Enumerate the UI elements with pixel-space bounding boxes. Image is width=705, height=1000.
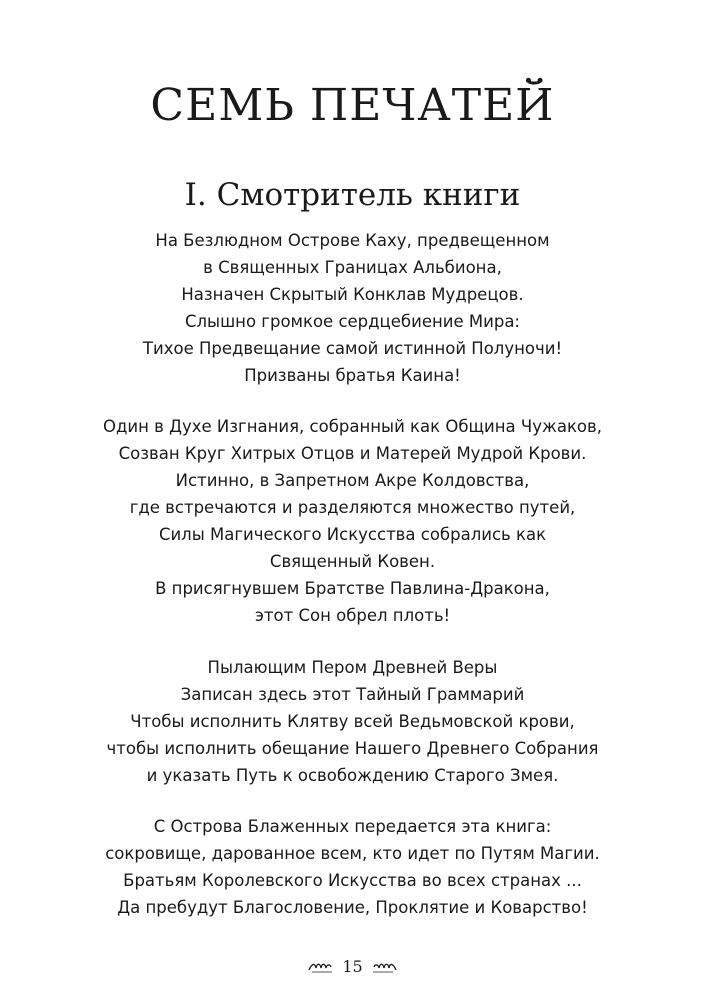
verse-line: Пылающим Пером Древней Веры bbox=[207, 658, 498, 677]
verse-line: этот Сон обрел плоть! bbox=[254, 606, 451, 625]
flourish-left-icon bbox=[308, 961, 334, 973]
verse-line: Тихое Предвещание самой истинной Полуночи! bbox=[142, 339, 563, 358]
verse-line: Чтобы исполнить Клятву всей Ведьмовской крови, bbox=[130, 712, 575, 731]
verse-line: Назначен Скрытый Конклав Мудрецов. bbox=[181, 285, 524, 304]
verse-line: Слышно громкое сердцебиение Мира: bbox=[184, 312, 520, 331]
page-number: 15 bbox=[342, 957, 363, 976]
verse-line: Призваны братья Каина! bbox=[244, 366, 461, 385]
verse-line: чтобы исполнить обещание Нашего Древнего Собрания bbox=[106, 739, 599, 758]
verse-line: Да пребудут Благословение, Проклятие и Коварство! bbox=[117, 898, 588, 917]
verse-line: Один в Духе Изгнания, собранный как Община Чужаков, bbox=[103, 417, 602, 436]
verse-line: в Священных Границах Альбиона, bbox=[203, 258, 502, 277]
verse-line: На Безлюдном Острове Каху, предвещенном bbox=[155, 231, 550, 250]
verse-line: Записан здесь этот Тайный Граммарий bbox=[180, 685, 525, 704]
verse-line: Братьям Королевского Искусства во всех странах ... bbox=[123, 871, 582, 890]
stanza-2 bbox=[0, 413, 705, 629]
verse-line: Созван Круг Хитрых Отцов и Матерей Мудрой Крови. bbox=[118, 444, 587, 463]
verse-line: и указать Путь к освобождению Старого Змея. bbox=[146, 766, 559, 785]
page-footer bbox=[0, 954, 705, 980]
stanza-3 bbox=[0, 654, 705, 789]
verse-line: С Острова Блаженных передается эта книга: bbox=[153, 817, 552, 836]
verse-line: Священный Ковен. bbox=[269, 552, 436, 571]
flourish-right-icon bbox=[371, 961, 397, 973]
stanza-4 bbox=[0, 813, 705, 921]
verse-line: Истинно, в Запретном Акре Колдовства, bbox=[175, 471, 530, 490]
verse-line: где встречаются и разделяются множество путей, bbox=[129, 498, 576, 517]
page-title: СЕМЬ ПЕЧАТЕЙ bbox=[150, 80, 555, 131]
stanza-1 bbox=[0, 227, 705, 389]
verse-line: Силы Магического Искусства собрались как bbox=[158, 525, 547, 544]
chapter-heading: I. Смотритель книги bbox=[184, 177, 521, 213]
verse-line: В присягнувшем Братстве Павлина-Дракона, bbox=[155, 579, 550, 598]
verse-line: сокровище, дарованное всем, кто идет по Путям Магии. bbox=[105, 844, 600, 863]
